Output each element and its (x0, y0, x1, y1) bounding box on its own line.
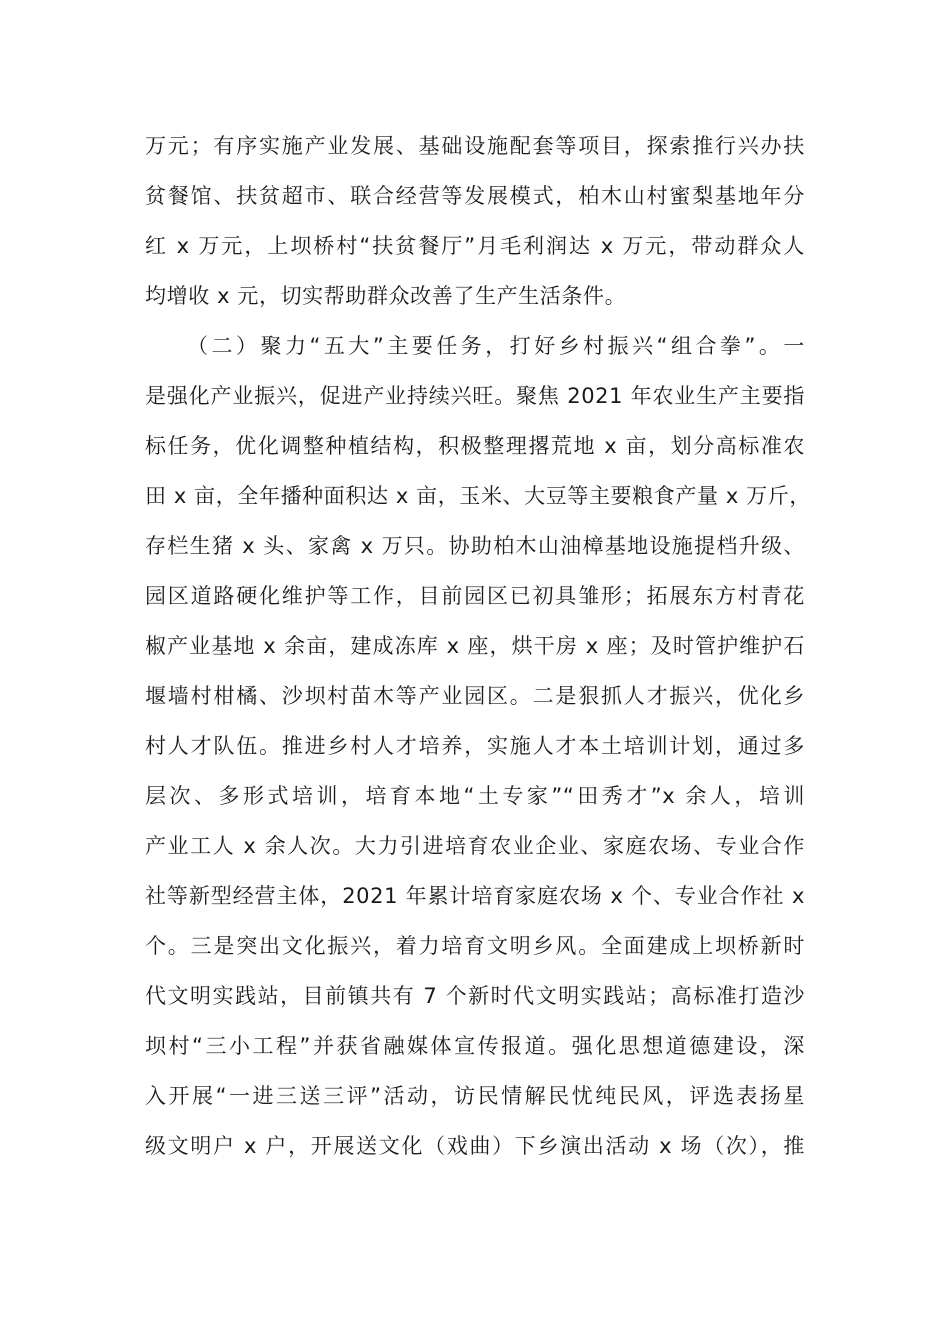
text-line: 存栏生猪 x 头、家禽 x 万只。协助柏木山油樟基地设施提档升级、 (145, 534, 805, 558)
text-line: 堰墙村柑橘、沙坝村苗木等产业园区。二是狠抓人才振兴，优化乡 (145, 684, 805, 708)
text-line: 标任务，优化调整种植结构，积极整理撂荒地 x 亩，划分高标准农 (145, 434, 805, 458)
text-line: 坝村“三小工程”并获省融媒体宣传报道。强化思想道德建设，深 (145, 1034, 805, 1058)
text-line: 田 x 亩，全年播种面积达 x 亩，玉米、大豆等主要粮食产量 x 万斤， (145, 484, 811, 508)
section-heading-line: （二）聚力“五大”主要任务，打好乡村振兴“组合拳”。一 (187, 334, 805, 358)
text-line: 入开展“一进三送三评”活动，访民情解民忧纯民风，评选表扬星 (145, 1084, 805, 1108)
text-line: 村人才队伍。推进乡村人才培养，实施人才本土培训计划，通过多 (145, 734, 805, 758)
text-line: 万元；有序实施产业发展、基础设施配套等项目，探索推行兴办扶 (145, 134, 805, 158)
text-line: 代文明实践站，目前镇共有 7 个新时代文明实践站；高标准打造沙 (145, 984, 805, 1008)
text-line: 红 x 万元，上坝桥村“扶贫餐厅”月毛利润达 x 万元，带动群众人 (145, 234, 805, 258)
text-line: 层次、多形式培训，培育本地“土专家”“田秀才”x 余人，培训 (145, 784, 805, 808)
text-line: 椒产业基地 x 余亩，建成冻库 x 座，烘干房 x 座；及时管护维护石 (145, 634, 805, 658)
text-line: 均增收 x 元，切实帮助群众改善了生产生活条件。 (145, 284, 627, 308)
text-line: 产业工人 x 余人次。大力引进培育农业企业、家庭农场、专业合作 (145, 834, 805, 858)
text-line: 个。三是突出文化振兴，着力培育文明乡风。全面建成上坝桥新时 (145, 934, 805, 958)
text-line: 社等新型经营主体，2021 年累计培育家庭农场 x 个、专业合作社 x (145, 884, 805, 908)
text-line: 贫餐馆、扶贫超市、联合经营等发展模式，柏木山村蜜梨基地年分 (145, 184, 805, 208)
text-line: 是强化产业振兴，促进产业持续兴旺。聚焦 2021 年农业生产主要指 (145, 384, 805, 408)
text-line: 园区道路硬化维护等工作，目前园区已初具雏形；拓展东方村青花 (145, 584, 805, 608)
text-line: 级文明户 x 户，开展送文化（戏曲）下乡演出活动 x 场（次），推 (145, 1134, 805, 1158)
